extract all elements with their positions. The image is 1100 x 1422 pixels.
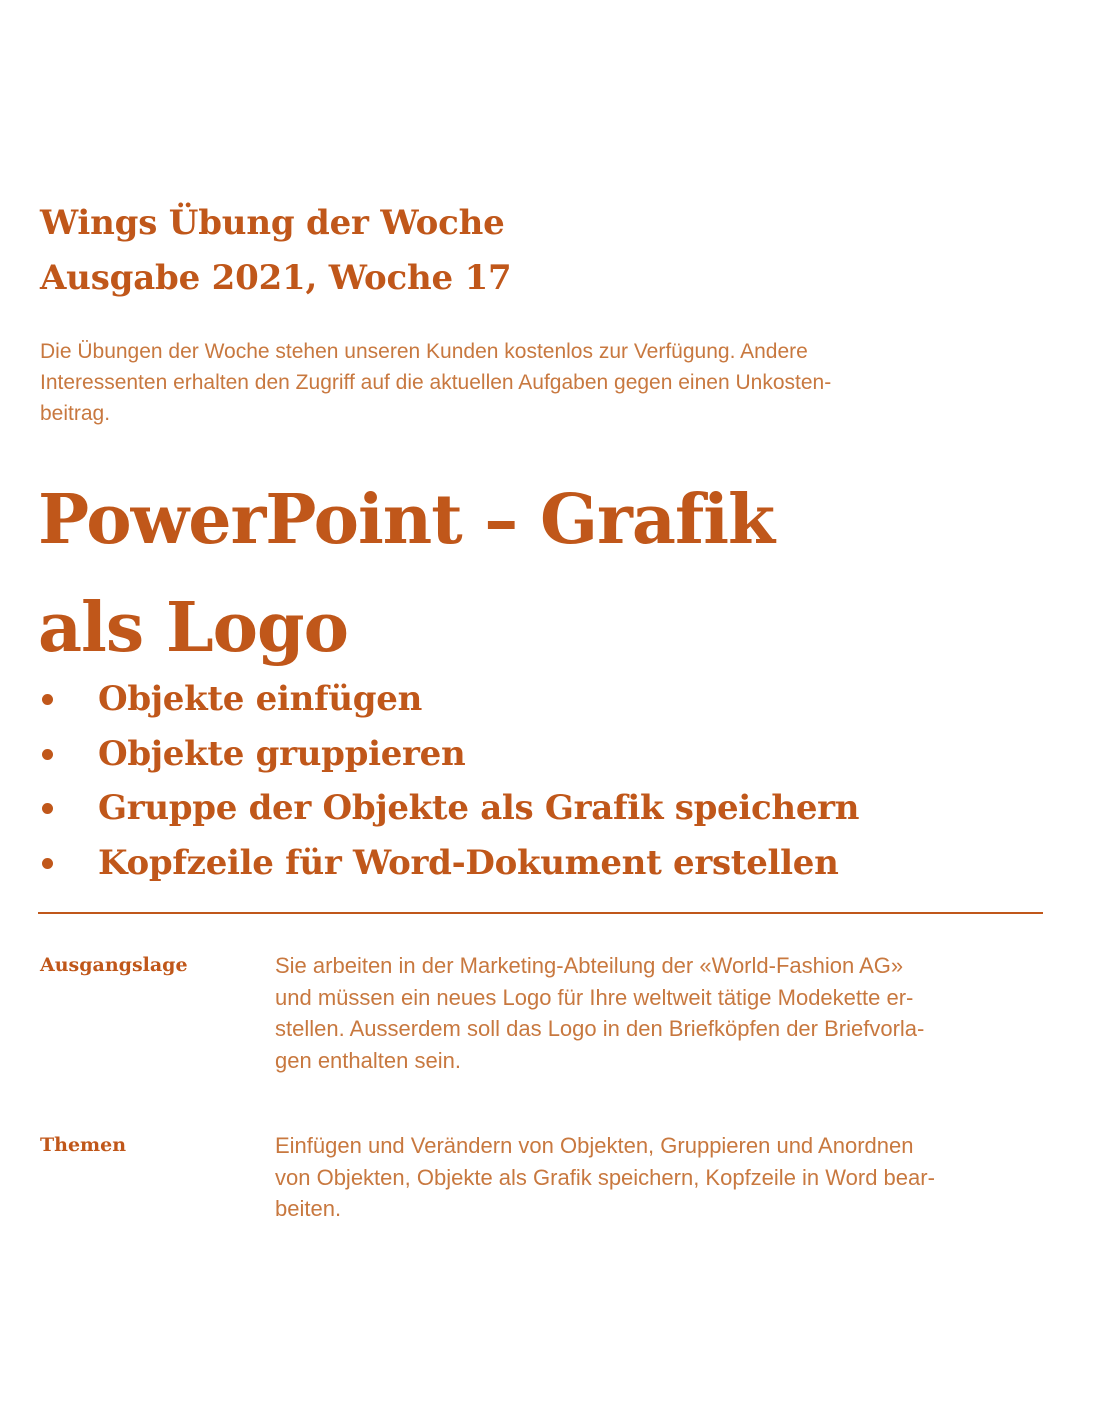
section-text-line: Sie arbeiten in der Marketing-Abteilung der «World-Fashion AG» [275,953,904,978]
section-label: Ausgangslage [40,954,188,976]
section-text-line: Einfügen und Verändern von Objekten, Gruppieren und Anordnen [275,1133,914,1158]
section-text-line: gen enthalten sein. [275,1047,461,1073]
topic-label: Kopfzeile für Word-Dokument erstellen [98,842,839,883]
header-title: Wings Übung der Woche [40,203,505,243]
section-text [275,950,1040,1076]
intro-line: beitrag. [40,402,111,425]
intro-line: Interessenten erhalten den Zugriff auf die aktuellen Aufgaben gegen einen Unkosten- [40,371,832,394]
section-text-line: von Objekten, Objekte als Grafik speichern, Kopfzeile in Word bear- [275,1164,935,1190]
section-text-line: und müssen ein neues Logo für Ihre weltweit tätige Modekette er- [275,984,914,1010]
bullet-icon [42,858,53,869]
bullet-icon [42,749,53,760]
section-divider [38,912,1043,914]
topic-list [40,672,1040,890]
section-label: Themen [40,1134,127,1156]
header-edition: Ausgabe 2021, Woche 17 [40,258,512,298]
page-title-line: als Logo [38,588,348,668]
section-text-line: stellen. Ausserdem soll das Logo in den Briefköpfen der Briefvorla- [275,1016,925,1041]
topic-item [40,836,1040,891]
topic-item [40,727,1040,782]
topic-item [40,781,1040,836]
page-title-line: PowerPoint – Grafik [38,480,775,560]
topic-label: Gruppe der Objekte als Grafik speichern [98,788,860,828]
page-title [38,466,1038,682]
topic-label: Objekte einfügen [98,679,422,719]
topic-item [40,672,1040,727]
intro-line: Die Übungen der Woche stehen unseren Kunden kostenlos zur Verfügung. Andere [40,340,808,363]
section-text-line: beiten. [275,1196,342,1221]
topic-label: Objekte gruppieren [98,733,466,774]
intro-paragraph [40,336,1030,429]
section-text [275,1130,1040,1225]
bullet-icon [42,803,53,814]
header-block [40,196,1020,306]
bullet-icon [42,694,53,705]
